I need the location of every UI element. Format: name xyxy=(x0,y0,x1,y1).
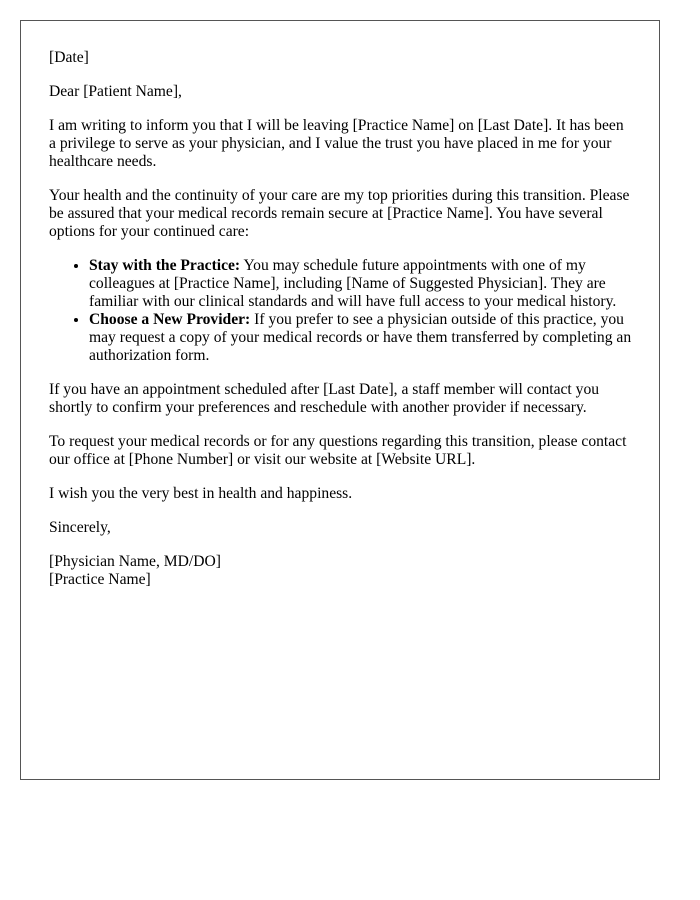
letter-body xyxy=(49,49,633,589)
option-title: Stay with the Practice: xyxy=(89,257,241,274)
wishes-paragraph: I wish you the very best in health and happiness. xyxy=(49,485,353,502)
letter-page xyxy=(20,20,660,780)
option-title: Choose a New Provider: xyxy=(89,311,251,328)
care-options-list xyxy=(49,257,633,365)
contact-paragraph: To request your medical records or for any questions regarding this transition, please contact our office at [Phone Number] or visit our website at [Website URL]. xyxy=(49,433,627,468)
list-item xyxy=(89,311,633,365)
closing: Sincerely, xyxy=(49,519,111,536)
list-item xyxy=(89,257,633,311)
signature-name: [Physician Name, MD/DO] xyxy=(49,553,221,570)
option-text: If you prefer to see a physician outside of this practice, you may request a copy of your medical records or have them transferred by completing an authorization form. xyxy=(89,311,632,364)
continuity-paragraph: Your health and the continuity of your care are my top priorities during this transition. Please be assured that your medical records remain secure at [Practice Name]. You have several options for your continued care: xyxy=(49,187,630,240)
intro-paragraph: I am writing to inform you that I will be leaving [Practice Name] on [Last Date]. It has been a privilege to serve as your physician, and I value the trust you have placed in me for your healthcare needs. xyxy=(49,117,624,170)
signature-practice: [Practice Name] xyxy=(49,571,151,588)
signature-block xyxy=(49,553,633,589)
appointment-paragraph: If you have an appointment scheduled after [Last Date], a staff member will contact you shortly to confirm your preferences and reschedule with another provider if necessary. xyxy=(49,381,600,416)
option-text: You may schedule future appointments with one of my colleagues at [Practice Name], including [Name of Suggested Physician]. They are familiar with our clinical standards and will have full access to your medical history. xyxy=(89,257,617,310)
salutation: Dear [Patient Name], xyxy=(49,83,182,100)
letter-date: [Date] xyxy=(49,49,89,66)
